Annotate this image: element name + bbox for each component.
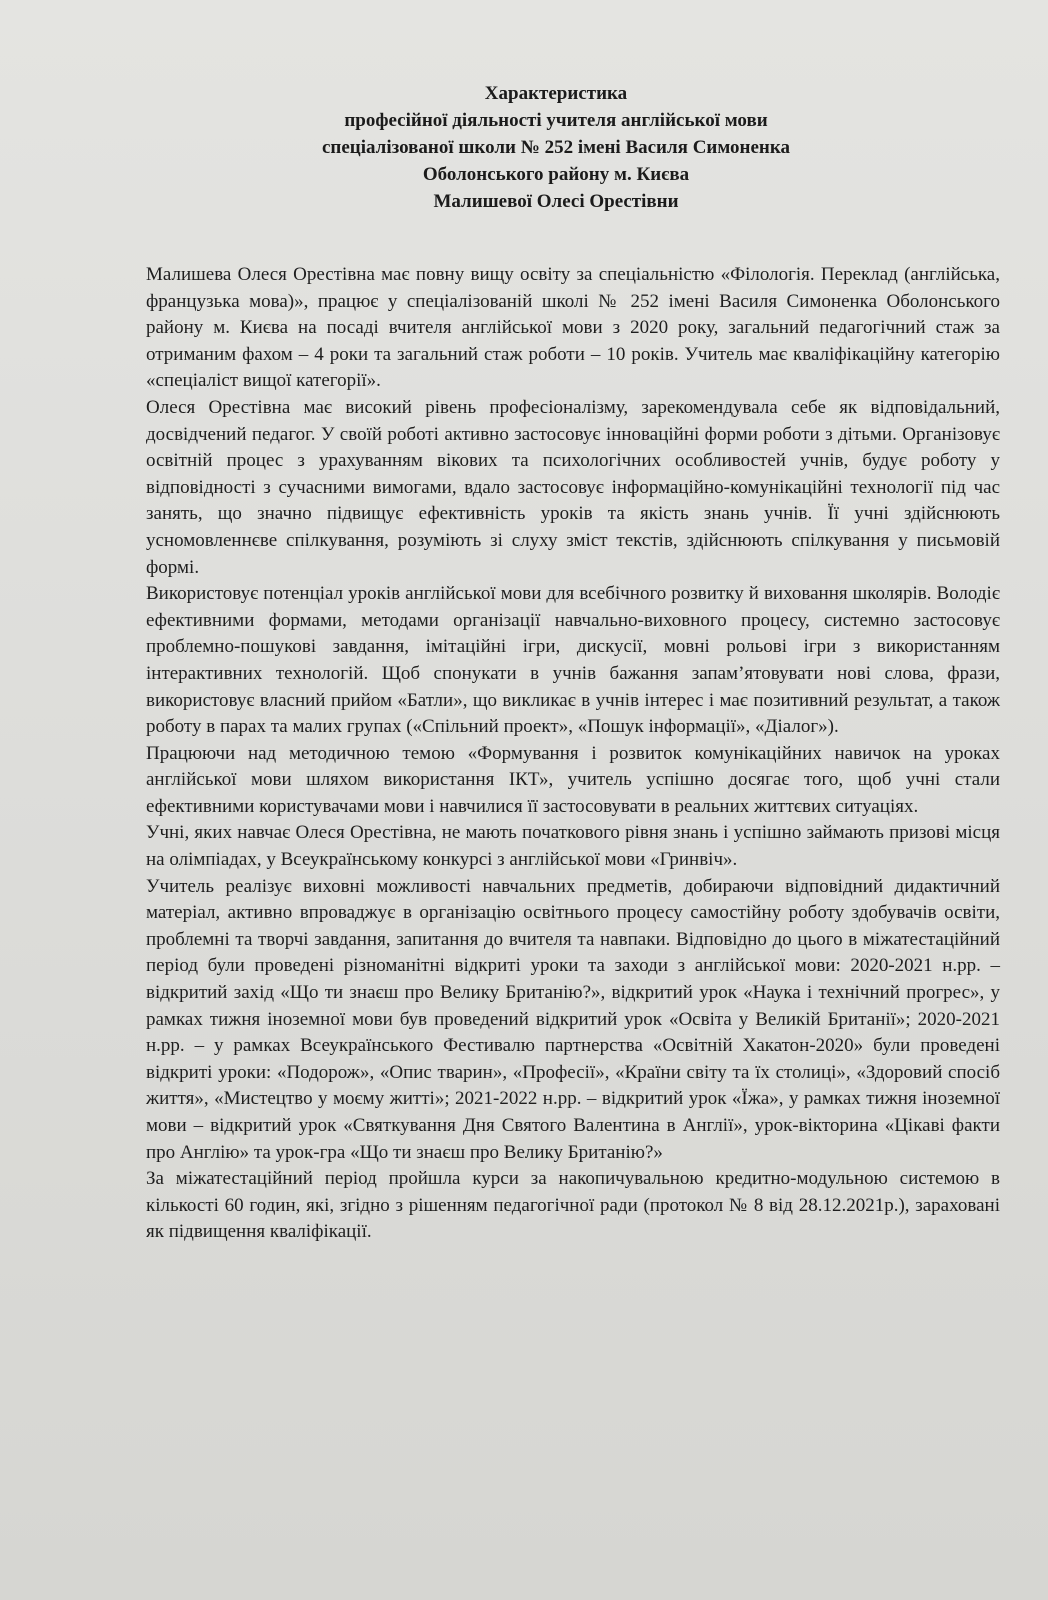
title-line-5: Малишевої Олесі Орестівни [433, 191, 679, 212]
paragraph-open-lessons: Учитель реалізує виховні можливості навчальних предметів, добираючи відповідний дидактичний матеріал, активно впроваджує в організацію освітнього процесу самостійну роботу здобувачів освіти, проблемні та творчі завдання, запитання до вчителя та навпаки. Відповідно до цього в міжатестаційний період були проведені різноманітні відкриті уроки та заходи з англійської мови: 2020-2021 н.рр. – відкритий захід «Що ти знаєш про Велику Британію?», відкритий урок «Наука і технічний прогрес», у рамках тижня іноземної мови був проведений відкритий урок «Освіта у Великій Британії»; 2020-2021 н.рр. – у рамках Всеукраїнського Фестивалю партнерства «Освітній Хакатон-2020» були проведені відкриті уроки: «Подорож», «Опис тварин», «Професії», «Країни світу та їх столиці», «Здоровий спосіб життя», «Мистецтво у моєму житті»; 2021-2022 н.рр. – відкритий урок «Їжа», у рамках тижня іноземної мови – відкритий урок «Святкування Дня Святого Валентина в Англії», урок-вікторина «Цікаві факти про Англію» та урок-гра «Що ти знаєш про Велику Британію?» [146, 875, 1000, 1163]
paragraph-courses: За міжатестаційний період пройшла курси за накопичувальною кредитно-модульною системою в кількості 60 годин, які, згідно з рішенням педагогічної ради (протокол № 8 від 28.12.2021р.), зараховані як підвищення кваліфікації. [146, 1168, 1000, 1243]
title-line-3: спеціалізованої школи № 252 імені Василя Симоненка [321, 137, 791, 158]
title-line-1: Характеристика [484, 83, 628, 104]
paragraph-methods: Використовує потенціал уроків англійської мови для всебічного розвитку й виховання школярів. Володіє ефективними формами, методами організації навчально-виховного процесу, системно застосовує проблемно-пошукові завдання, імітаційні ігри, дискусії, мовні рольові ігри з використанням інтерактивних технологій. Щоб спонукати в учнів бажання запам’ятовувати нові слова, фрази, використовує власний прийом «Батли», що викликає в учнів інтерес і має позитивний результат, а також роботу в парах та малих групах («Спільний проект», «Пошук інформації», «Діалог»). [146, 583, 1000, 738]
paragraph-methodical-topic: Працюючи над методичною темою «Формування і розвиток комунікаційних навичок на уроках англійської мови шляхом використання ІКТ», учитель успішно досягає того, щоб учні стали ефективними користувачами мови і навчилися її застосовувати в реальних життєвих ситуаціях. [146, 742, 1000, 817]
title-line-4: Оболонського району м. Києва [422, 164, 690, 185]
paragraph-education: Малишева Олеся Орестівна має повну вищу освіту за спеціальністю «Філологія. Переклад (англійська, французька мова)», працює у спеціалізованій школі № 252 імені Василя Симоненка Оболонського району м. Києва на посаді вчителя англійської мови з 2020 року, загальний педагогічний стаж за отриманим фахом – 4 роки та загальний стаж роботи – 10 років. Учитель має кваліфікаційну категорію «спеціаліст вищої категорії». [146, 264, 1000, 392]
document-body [146, 262, 1000, 1246]
title-line-2: професійної діяльності учителя англійської мови [344, 110, 768, 131]
document-title [150, 80, 962, 215]
paragraph-professionalism: Олеся Орестівна має високий рівень професіоналізму, зарекомендувала себе як відповідальний, досвідчений педагог. У своїй роботі активно застосовує інноваційні форми роботи з дітьми. Організовує освітній процес з урахуванням вікових та психологічних особливостей учнів, будує роботу у відповідності з сучасними вимогами, вдало застосовує інформаційно-комунікаційні технології під час занять, що значно підвищує ефективність уроків та якість знань учнів. Її учні здійснюють усномовленнєве спілкування, розуміють зі слуху зміст текстів, здійснюють спілкування у письмовій формі. [146, 396, 1000, 578]
paragraph-student-achievements: Учні, яких навчає Олеся Орестівна, не мають початкового рівня знань і успішно займають призові місця на олімпіадах, у Всеукраїнському конкурсі з англійської мови «Гринвіч». [146, 822, 1000, 871]
